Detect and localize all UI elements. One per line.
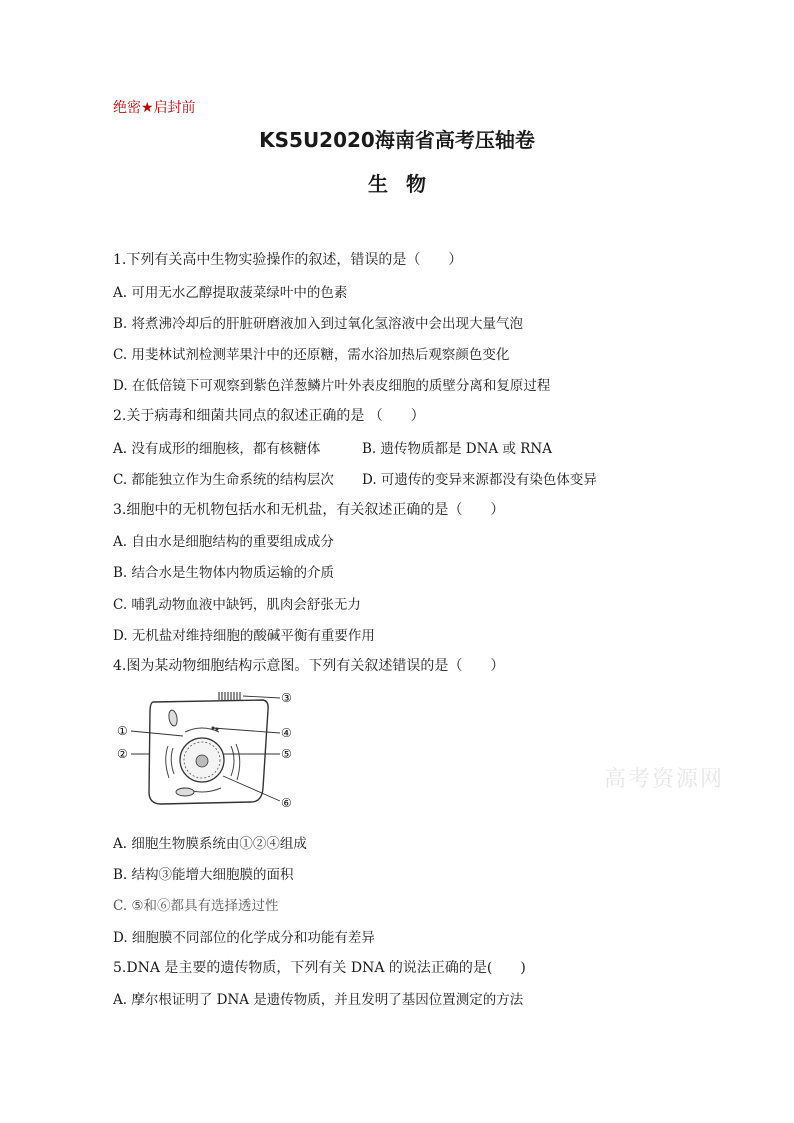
subject-title: 生物 [368,172,444,196]
question-2-stem: 2.关于病毒和细菌共同点的叙述正确的是 （ ） [113,408,425,424]
q3-option-d: D. 无机盐对维持细胞的酸碱平衡有重要作用 [113,628,375,644]
label-4: ④ [281,726,292,740]
confidential-mark [113,97,196,117]
exam-title: KS5U2020海南省高考压轴卷 [259,128,535,152]
label-5: ⑤ [281,747,292,761]
q4-option-c: C. ⑤和⑥都具有选择透过性 [113,898,279,914]
q1-option-a: A. 可用无水乙醇提取菠菜绿叶中的色素 [113,285,348,301]
q4-option-b: B. 结构③能增大细胞膜的面积 [113,867,294,883]
q2-option-a: A. 没有成形的细胞核，都有核糖体 [113,441,321,457]
q2-option-d: D. 可遗传的变异来源都没有染色体变异 [362,472,597,488]
q1-option-b: B. 将煮沸冷却后的肝脏研磨液加入到过氧化氢溶液中会出现大量气泡 [113,316,524,332]
q2-option-c: C. 都能独立作为生命系统的结构层次 [113,472,334,488]
q2-option-b: B. 遗传物质都是 DNA 或 RNA [362,441,552,457]
label-1: ① [117,724,128,738]
question-1-stem: 1.下列有关高中生物实验操作的叙述，错误的是（ ） [113,252,463,268]
watermark: 高考资源网 [604,767,725,792]
q3-option-c: C. 哺乳动物血液中缺钙，肌肉会舒张无力 [113,597,361,613]
q1-option-d: D. 在低倍镜下可观察到紫色洋葱鳞片叶外表皮细胞的质壁分离和复原过程 [113,378,551,394]
secret-prefix: 绝密 [113,100,141,116]
label-3: ③ [281,691,292,705]
q4-option-a: A. 细胞生物膜系统由①②④组成 [113,836,307,852]
label-2: ② [117,747,128,761]
animal-cell-diagram [113,688,303,810]
q3-option-b: B. 结合水是生物体内物质运输的介质 [113,565,335,581]
q3-option-a: A. 自由水是细胞结构的重要组成成分 [113,534,334,550]
secret-suffix: 启封前 [153,100,196,116]
q5-option-a: A. 摩尔根证明了 DNA 是遗传物质，并且发明了基因位置测定的方法 [113,992,524,1008]
question-5-stem: 5.DNA 是主要的遗传物质，下列有关 DNA 的说法正确的是( ) [113,960,526,976]
star-icon: ★ [141,100,154,116]
q4-option-d: D. 细胞膜不同部位的化学成分和功能有差异 [113,930,375,946]
q1-option-c: C. 用斐林试剂检测苹果汁中的还原糖，需水浴加热后观察颜色变化 [113,347,510,363]
question-3-stem: 3.细胞中的无机物包括水和无机盐，有关叙述正确的是（ ） [113,502,505,518]
question-4-stem: 4.图为某动物细胞结构示意图。下列有关叙述错误的是（ ） [113,658,505,674]
label-6: ⑥ [281,796,292,810]
